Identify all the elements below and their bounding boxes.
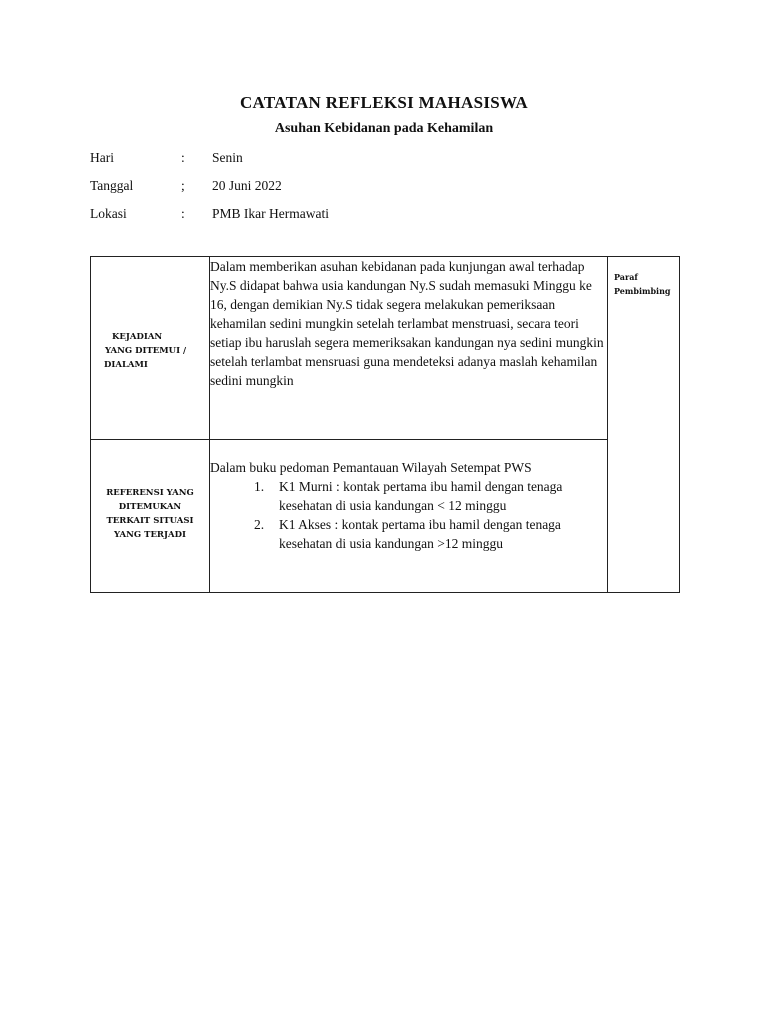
reflection-table [90, 256, 680, 593]
referensi-intro: Dalam buku pedoman Pemantauan Wilayah Setempat PWS [210, 460, 532, 475]
referensi-content [210, 458, 606, 553]
referensi-label [91, 486, 209, 542]
label-line: TERKAIT SITUASI [106, 516, 194, 526]
list-number: 1. [254, 479, 265, 494]
kejadian-content: Dalam memberikan asuhan kebidanan pada kunjungan awal terhadap Ny.S didapat bahwa usia kandungan Ny.S sudah memasuki Minggu ke 16, dengan demikian Ny.S tidak segera melakukan pemeriksaan kehamilan sedini mungkin setelah terlambat menstruasi, secara teori setiap ibu haruslah segera memeriksakan kandungan nya sedini mungkin setelah terlambat mensruasi guna mendeteksi adanya maslah kehamilan sedini mungkin [210, 259, 604, 388]
info-row-lokasi [0, 206, 768, 226]
list-number: 2. [254, 517, 265, 532]
info-separator: : [181, 150, 185, 165]
label-line: Paraf [614, 272, 638, 282]
info-separator: ; [181, 178, 185, 193]
row-divider [91, 439, 608, 440]
label-line: DITEMUKAN [118, 502, 182, 512]
info-separator: : [181, 206, 185, 221]
document-subtitle: Asuhan Kebidanan pada Kehamilan [274, 121, 494, 136]
info-row-hari [0, 150, 768, 170]
list-text: K1 Akses : kontak pertama ibu hamil dengan tenaga kesehatan di usia kandungan >12 minggu [279, 517, 561, 551]
label-line: YANG TERJADI [114, 530, 186, 540]
info-value: Senin [212, 150, 243, 165]
kejadian-label [91, 330, 209, 372]
list-item [210, 477, 606, 515]
info-label: Lokasi [90, 206, 127, 221]
list-item [210, 515, 606, 553]
info-value: 20 Juni 2022 [212, 178, 282, 193]
info-label: Hari [90, 150, 114, 165]
paraf-pembimbing-label [614, 270, 678, 298]
label-line: REFERENSI YANG [106, 488, 194, 498]
label-line: KEJADIAN [112, 332, 163, 342]
label-line: YANG DITEMUI / [105, 346, 187, 356]
info-row-tanggal [0, 178, 768, 198]
label-line: DIALAMI [104, 360, 148, 370]
info-value: PMB Ikar Hermawati [212, 206, 329, 221]
list-text: K1 Murni : kontak pertama ibu hamil dengan tenaga kesehatan di usia kandungan < 12 minggu [279, 479, 563, 513]
info-label: Tanggal [90, 178, 134, 193]
label-line: Pembimbing [614, 286, 671, 296]
column-divider [607, 257, 608, 592]
referensi-list [210, 477, 606, 553]
document-title: CATATAN REFLEKSI MAHASISWA [239, 93, 529, 112]
